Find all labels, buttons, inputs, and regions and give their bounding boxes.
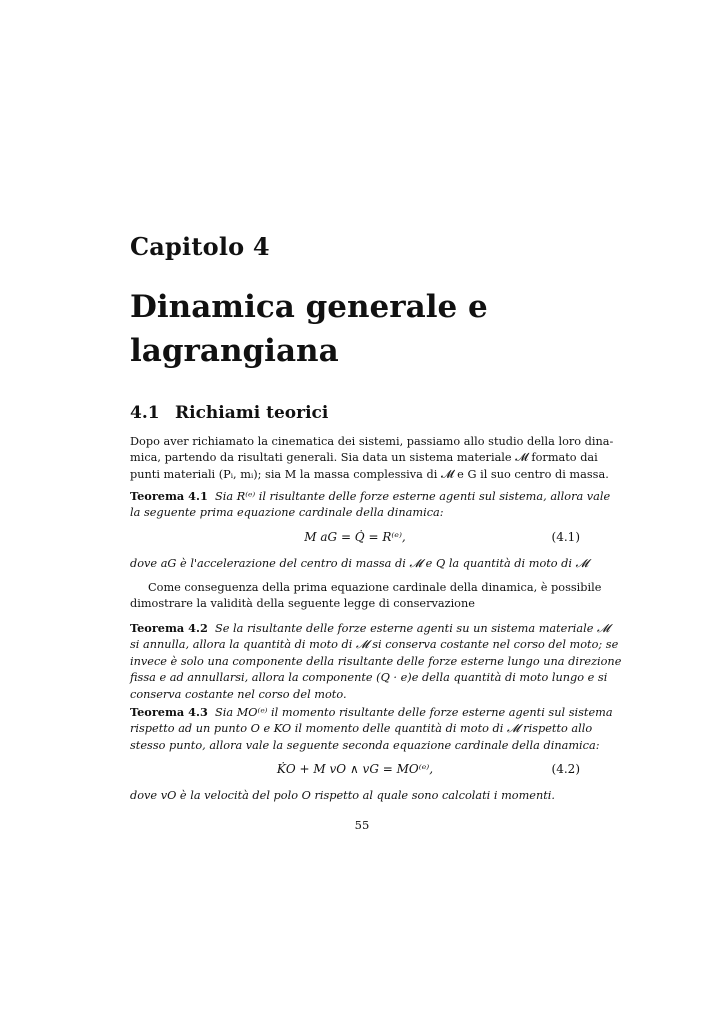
remark-line: dove aG è l'accelerazione del centro di massa di 𝓜 e Q la quantità di moto di 𝓜: [130, 557, 589, 570]
theorem-line: si annulla, allora la quantità di moto di 𝓜 si conserva costante nel corso del moto; se: [130, 638, 619, 652]
chapter-title-line-1: Dinamica generale e: [130, 289, 488, 325]
intro-line: punti materiali (Pᵢ, mᵢ); sia M la massa complessiva di 𝓜 e G il suo centro di massa.: [130, 467, 609, 481]
paragraph-line: dimostrare la validità della seguente legge di conservazione: [130, 597, 475, 611]
chapter-title-line-2: lagrangiana: [130, 333, 339, 369]
conservation-paragraph: [130, 580, 602, 613]
theorem-text: Sia R⁽ᵉ⁾ il risultante delle forze esterne agenti sul sistema, allora vale: [215, 490, 611, 503]
theorem-line: conserva costante nel corso del moto.: [130, 687, 347, 701]
intro-line: Dopo aver richiamato la cinematica dei sistemi, passiamo allo studio della loro dina-: [130, 435, 614, 448]
theorem-line: stesso punto, allora vale la seguente seconda equazione cardinale della dinamica:: [130, 738, 600, 752]
theorem-4-3: [130, 704, 613, 754]
theorem-text: Se la risultante delle forze esterne agenti su un sistema materiale 𝓜: [215, 622, 610, 635]
theorem-line: la seguente prima equazione cardinale della dinamica:: [130, 506, 444, 520]
theorem-line: [130, 488, 611, 505]
theorem-label: Teorema 4.2: [130, 621, 208, 635]
theorem-label: Teorema 4.1: [130, 489, 208, 503]
chapter-label: Capitolo 4: [130, 232, 270, 261]
chapter-title: [130, 285, 600, 373]
theorem-text: Sia MO⁽ᵉ⁾ il momento risultante delle forze esterne agenti sul sistema: [215, 706, 613, 719]
section-heading: [130, 403, 328, 423]
theorem-4-2: [130, 620, 622, 703]
equation-4-2: [130, 762, 580, 780]
intro-paragraph: [130, 434, 614, 483]
theorem-line: rispetto ad un punto O e KO il momento delle quantità di moto di 𝓜 rispetto allo: [130, 722, 593, 736]
equation-body: K̇O + M vO ∧ vG = MO⁽ᵉ⁾,: [276, 762, 434, 776]
theorem-4-1-remark: [130, 556, 589, 572]
section-title: Richiami teorici: [175, 403, 329, 423]
page-number: 55: [354, 818, 370, 832]
paragraph-line: Come conseguenza della prima equazione cardinale della dinamica, è possibile: [148, 581, 602, 594]
theorem-4-3-remark: [130, 788, 580, 804]
theorem-label: Teorema 4.3: [130, 705, 208, 719]
theorem-line: [130, 620, 610, 637]
theorem-line: invece è solo una componente della risultante delle forze esterne lungo una direzione: [130, 654, 622, 668]
theorem-line: fissa e ad annullarsi, allora la componente (Q · e)e della quantità di moto lungo e si: [130, 671, 608, 685]
equation-4-1: [130, 530, 580, 548]
section-number: 4.1: [130, 403, 160, 423]
equation-body: M aG = Q̇ = R⁽ᵉ⁾,: [304, 530, 406, 544]
intro-line: mica, partendo da risultati generali. Sia data un sistema materiale 𝓜 formato dai: [130, 451, 598, 465]
equation-number: (4.2): [551, 762, 580, 776]
equation-number: (4.1): [551, 530, 580, 544]
theorem-4-1: [130, 488, 611, 522]
remark-line: dove vO è la velocità del polo O rispetto al quale sono calcolati i momenti.: [130, 789, 556, 802]
theorem-line: [130, 704, 613, 721]
